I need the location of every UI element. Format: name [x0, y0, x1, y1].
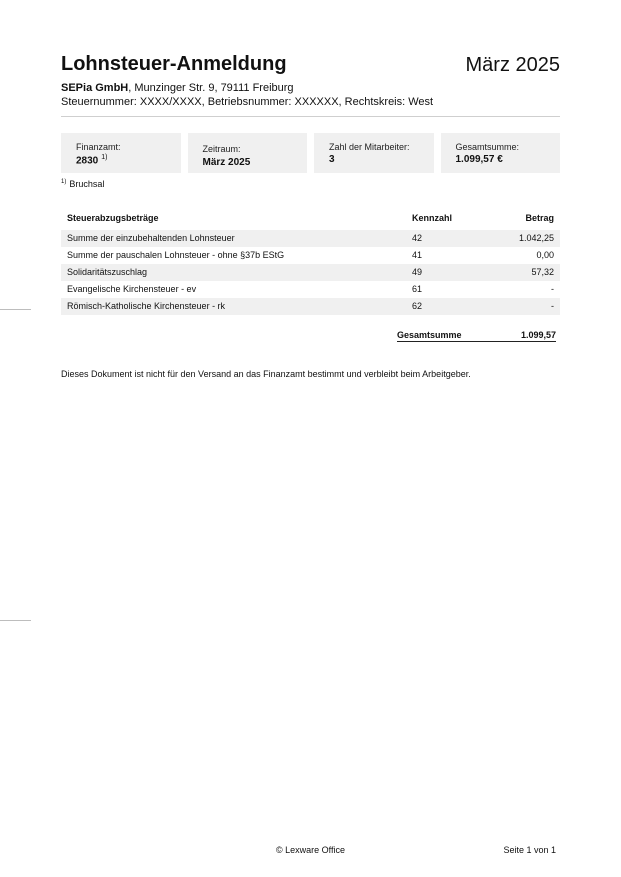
total-value: 1.099,57	[520, 330, 556, 340]
row-label: Summe der pauschalen Lohnsteuer - ohne §37b EStG	[67, 250, 285, 260]
summary-boxes	[61, 133, 560, 173]
total-label: Gesamtsumme	[397, 330, 462, 340]
row-kennzahl: 42	[412, 233, 423, 243]
zeitraum-value: März 2025	[202, 157, 251, 168]
tax-id-line: Steuernummer: XXXX/XXXX, Betriebsnummer: XXXXXX, Rechtskreis: West	[61, 96, 434, 108]
row-kennzahl: 41	[412, 250, 423, 260]
finanzamt-value: 2830	[76, 155, 99, 167]
gesamtsumme-value: 1.099,57 €	[455, 154, 503, 165]
company-address: , Munzinger Str. 9, 79111 Freiburg	[128, 82, 294, 94]
finanzamt-footnote-marker: 1)	[101, 154, 108, 161]
table-total	[397, 330, 556, 342]
document-period: März 2025	[465, 54, 560, 76]
footnote	[61, 179, 104, 189]
fold-mark	[0, 620, 31, 621]
zeitraum-label: Zeitraum:	[202, 144, 241, 154]
row-label: Evangelische Kirchensteuer - ev	[67, 284, 197, 294]
company-line	[61, 82, 294, 94]
table-row	[61, 281, 560, 298]
column-header-label: Steuerabzugsbeträge	[67, 213, 159, 223]
row-label: Summe der einzubehaltenden Lohnsteuer	[67, 233, 235, 243]
document-title: Lohnsteuer-Anmeldung	[61, 53, 287, 75]
row-kennzahl: 49	[412, 267, 423, 277]
mitarbeiter-label: Zahl der Mitarbeiter:	[329, 142, 410, 152]
table-row	[61, 247, 560, 264]
column-header-kennzahl: Kennzahl	[412, 213, 453, 223]
fold-mark	[0, 309, 31, 310]
row-betrag: 0,00	[536, 250, 554, 260]
row-kennzahl: 62	[412, 301, 423, 311]
row-betrag: -	[551, 301, 554, 311]
row-kennzahl: 61	[412, 284, 423, 294]
finanzamt-value-wrap	[76, 154, 107, 166]
table-header	[61, 211, 560, 230]
mitarbeiter-box	[314, 133, 434, 173]
footnote-marker: 1)	[61, 179, 67, 185]
zeitraum-box	[188, 133, 308, 173]
gesamtsumme-box	[441, 133, 561, 173]
mitarbeiter-value: 3	[329, 154, 335, 165]
footer-page-number: Seite 1 von 1	[503, 845, 556, 855]
company-name: SEPia GmbH	[61, 82, 129, 94]
finanzamt-label: Finanzamt:	[76, 142, 121, 152]
table-row	[61, 264, 560, 281]
row-betrag: -	[551, 284, 554, 294]
table-row	[61, 230, 560, 247]
column-header-betrag: Betrag	[525, 213, 554, 223]
disclaimer-note: Dieses Dokument ist nicht für den Versand an das Finanzamt bestimmt und verbleibt beim Arbeitgeber.	[61, 369, 471, 379]
tax-table	[61, 211, 560, 315]
header-divider	[61, 116, 560, 117]
row-label: Römisch-Katholische Kirchensteuer - rk	[67, 301, 226, 311]
row-betrag: 57,32	[531, 267, 554, 277]
finanzamt-box	[61, 133, 181, 173]
footer-copyright: © Lexware Office	[276, 845, 345, 855]
row-betrag: 1.042,25	[518, 233, 554, 243]
table-row	[61, 298, 560, 315]
footnote-text: Bruchsal	[69, 179, 105, 189]
gesamtsumme-label: Gesamtsumme:	[455, 142, 520, 152]
row-label: Solidaritätszuschlag	[67, 267, 148, 277]
